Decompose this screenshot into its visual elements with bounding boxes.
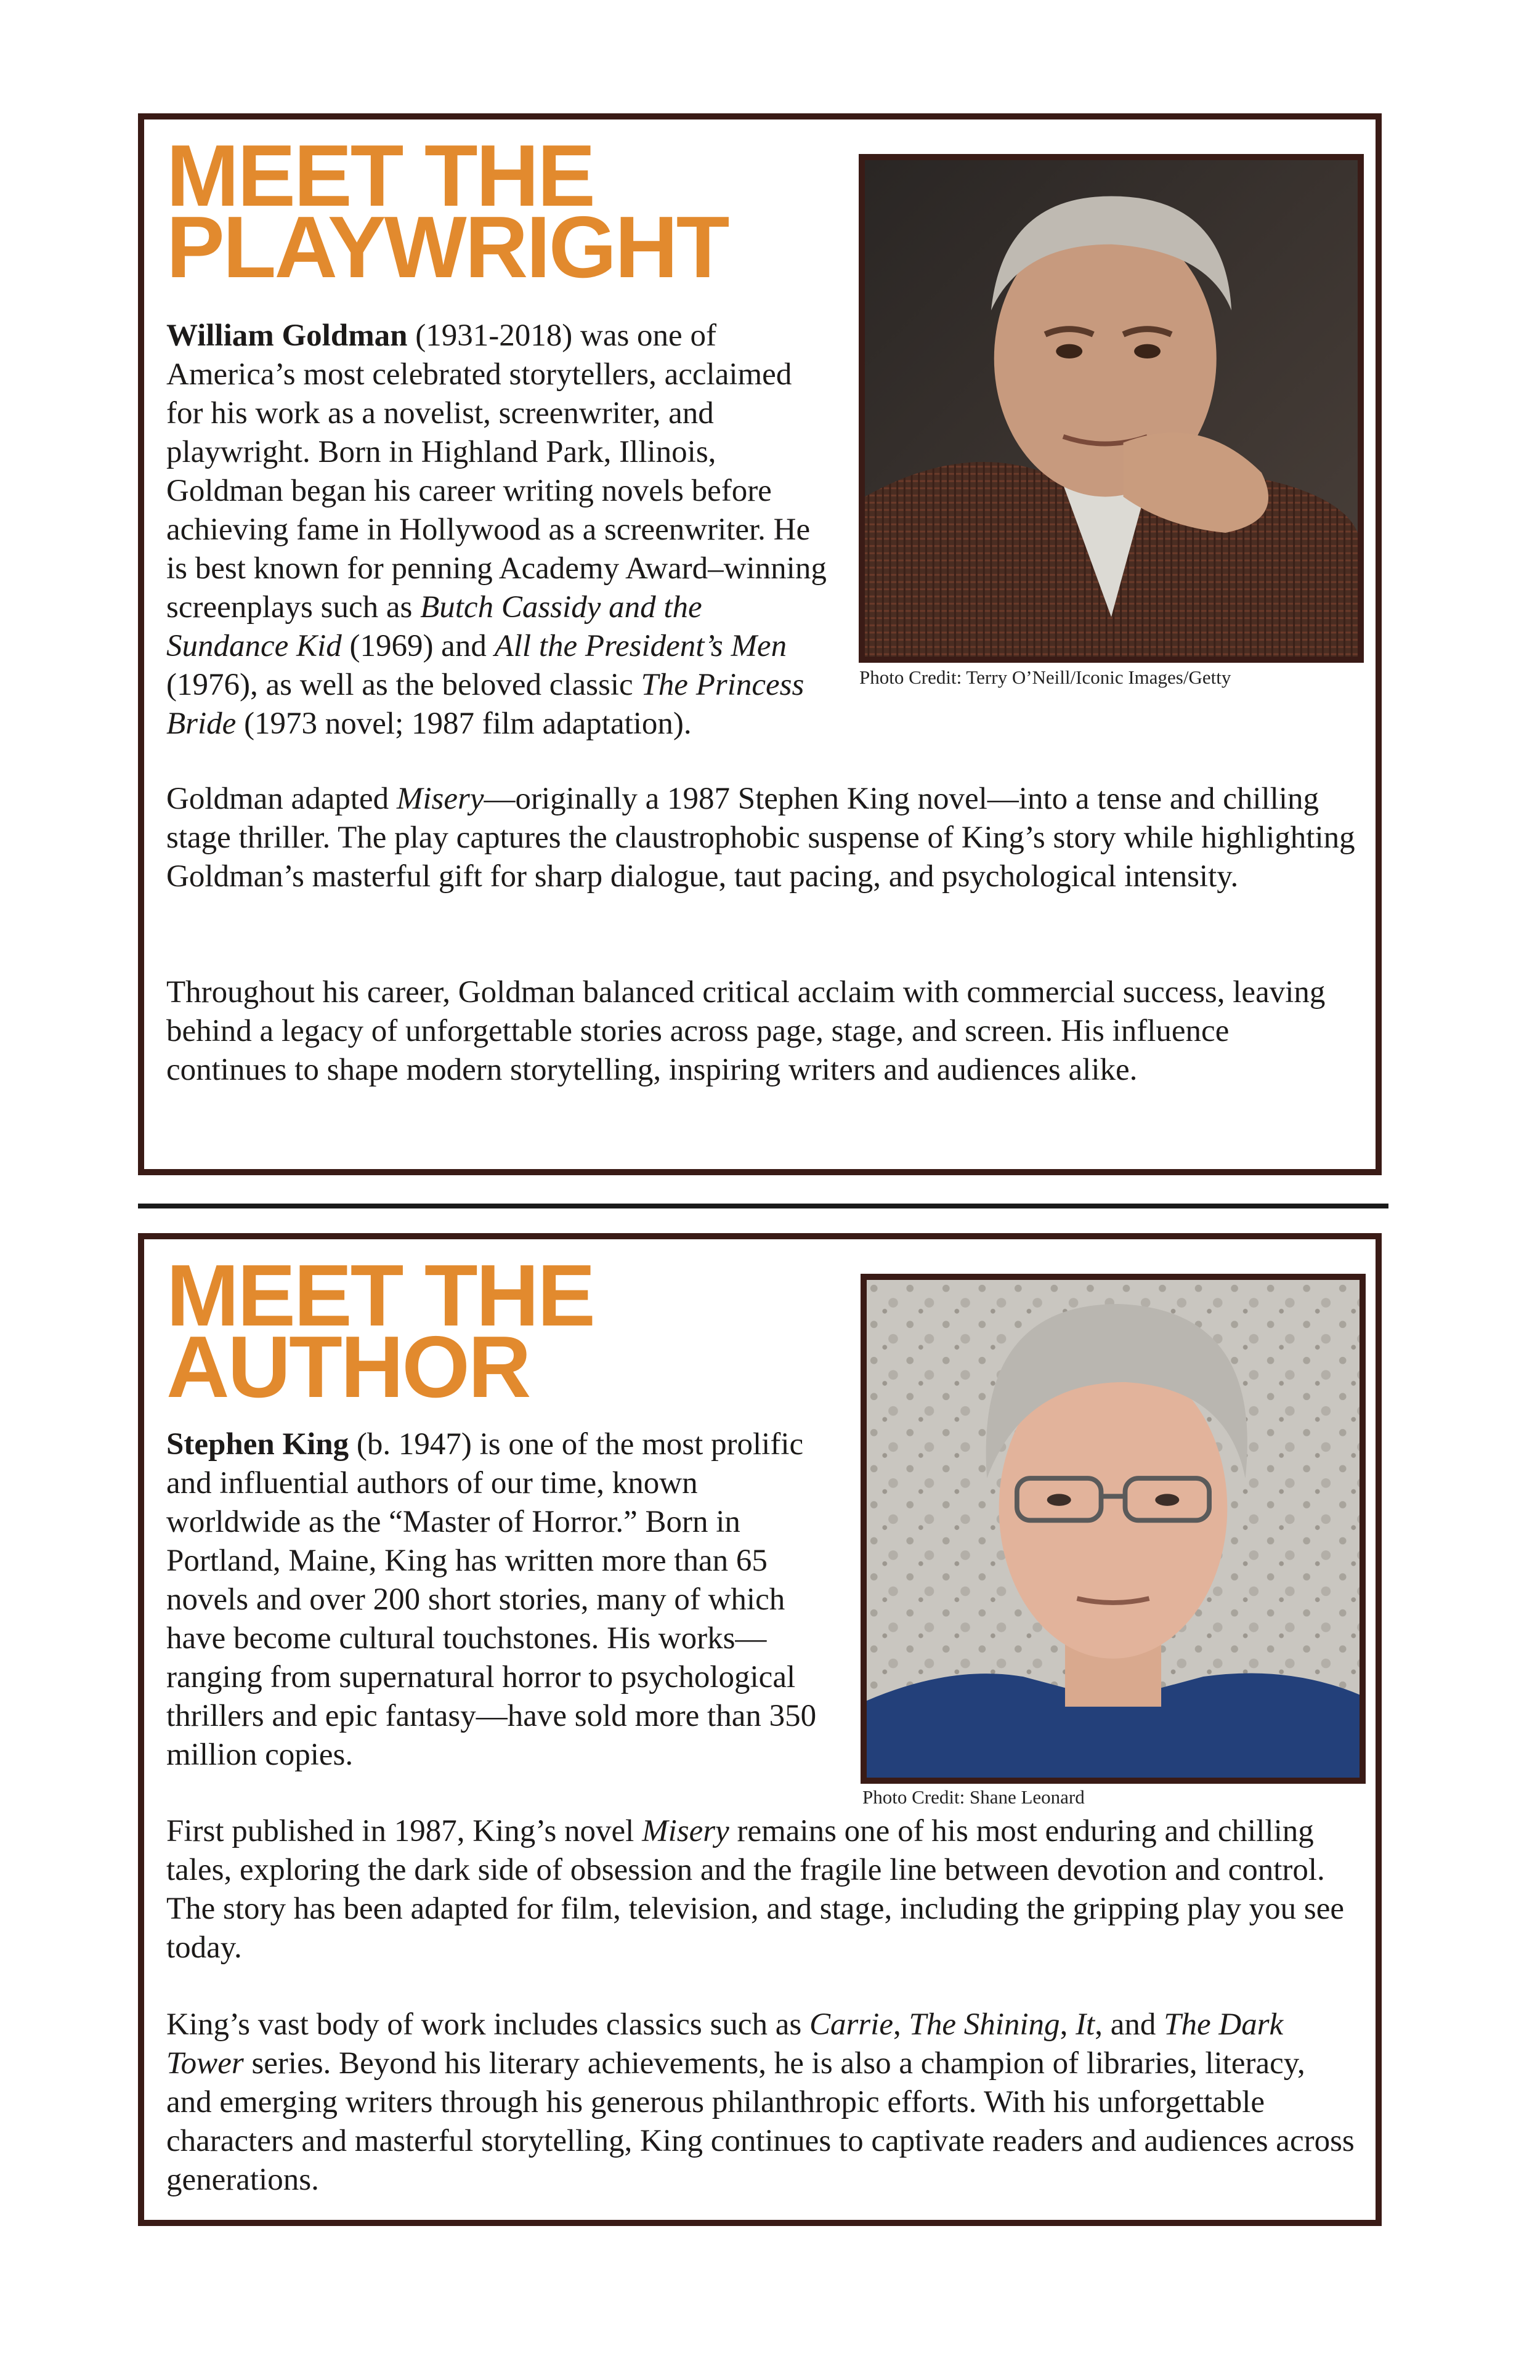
author-heading: MEET THE AUTHOR bbox=[166, 1247, 594, 1416]
king-photo-credit: Photo Credit: Shane Leonard bbox=[862, 1786, 1085, 1808]
goldman-bio: William Goldman (1931-2018) was one of America’s most celebrated storytellers, acclaimed for his work as a novelist, screenwriter, and playwright. Born in Highland Park, Illinois, Goldman began his career writing novels before achieving fame in Hollywood as a screenwriter. He is best known for penning Academy Award–winning screenplays such as Butch Cassidy and the Sundance Kid (1969) and All the President’s Men (1976), as well as the beloved classic The Princess Bride (1973 novel; 1987 film adaptation). bbox=[166, 318, 827, 741]
section-divider bbox=[138, 1204, 1388, 1208]
king-bio: Stephen King (b. 1947) is one of the most prolific and influential authors of our time, known worldwide as the “Master of Horror.” Born in Portland, Maine, King has written more than 65 novels and over 200 short stories, many of which have become cultural touchstones. His works—ranging from supernatural horror to psychological thrillers and epic fantasy—have sold more than 350 million copies. bbox=[166, 1427, 817, 1772]
goldman-photo bbox=[859, 154, 1364, 663]
king-photo bbox=[861, 1274, 1366, 1784]
playwright-heading: MEET THE PLAYWRIGHT bbox=[166, 127, 728, 296]
playwright-panel bbox=[138, 113, 1382, 1175]
king-name: Stephen King bbox=[166, 1427, 349, 1462]
king-paragraph-3: King’s vast body of work includes classics such as Carrie, The Shining, It, and The Dark Tower series. Beyond his literary achievements, he is also a champion of libraries, literacy, and emerging writers through his generous philanthropic efforts. With his unforgettable characters and masterful storytelling, King continues to captivate readers and audiences across generations. bbox=[166, 2007, 1355, 2197]
goldman-paragraph-2: Goldman adapted Misery—originally a 1987 Stephen King novel—into a tense and chilling stage thriller. The play captures the claustrophobic suspense of King’s story while highlighting Goldman’s masterful gift for sharp dialogue, taut pacing, and psychological intensity. bbox=[166, 782, 1355, 894]
goldman-photo-credit: Photo Credit: Terry O’Neill/Iconic Images/Getty bbox=[859, 666, 1231, 688]
goldman-name: William Goldman bbox=[166, 318, 408, 353]
king-paragraph-2: First published in 1987, King’s novel Misery remains one of his most enduring and chilling tales, exploring the dark side of obsession and the fragile line between devotion and control. The story has been adapted for film, television, and stage, including the gripping play you see today. bbox=[166, 1814, 1345, 1965]
author-panel bbox=[138, 1233, 1382, 2226]
goldman-paragraph-3: Throughout his career, Goldman balanced critical acclaim with commercial success, leaving behind a legacy of unforgettable stories across page, stage, and screen. His influence continues to shape modern storytelling, inspiring writers and audiences alike. bbox=[166, 975, 1326, 1087]
